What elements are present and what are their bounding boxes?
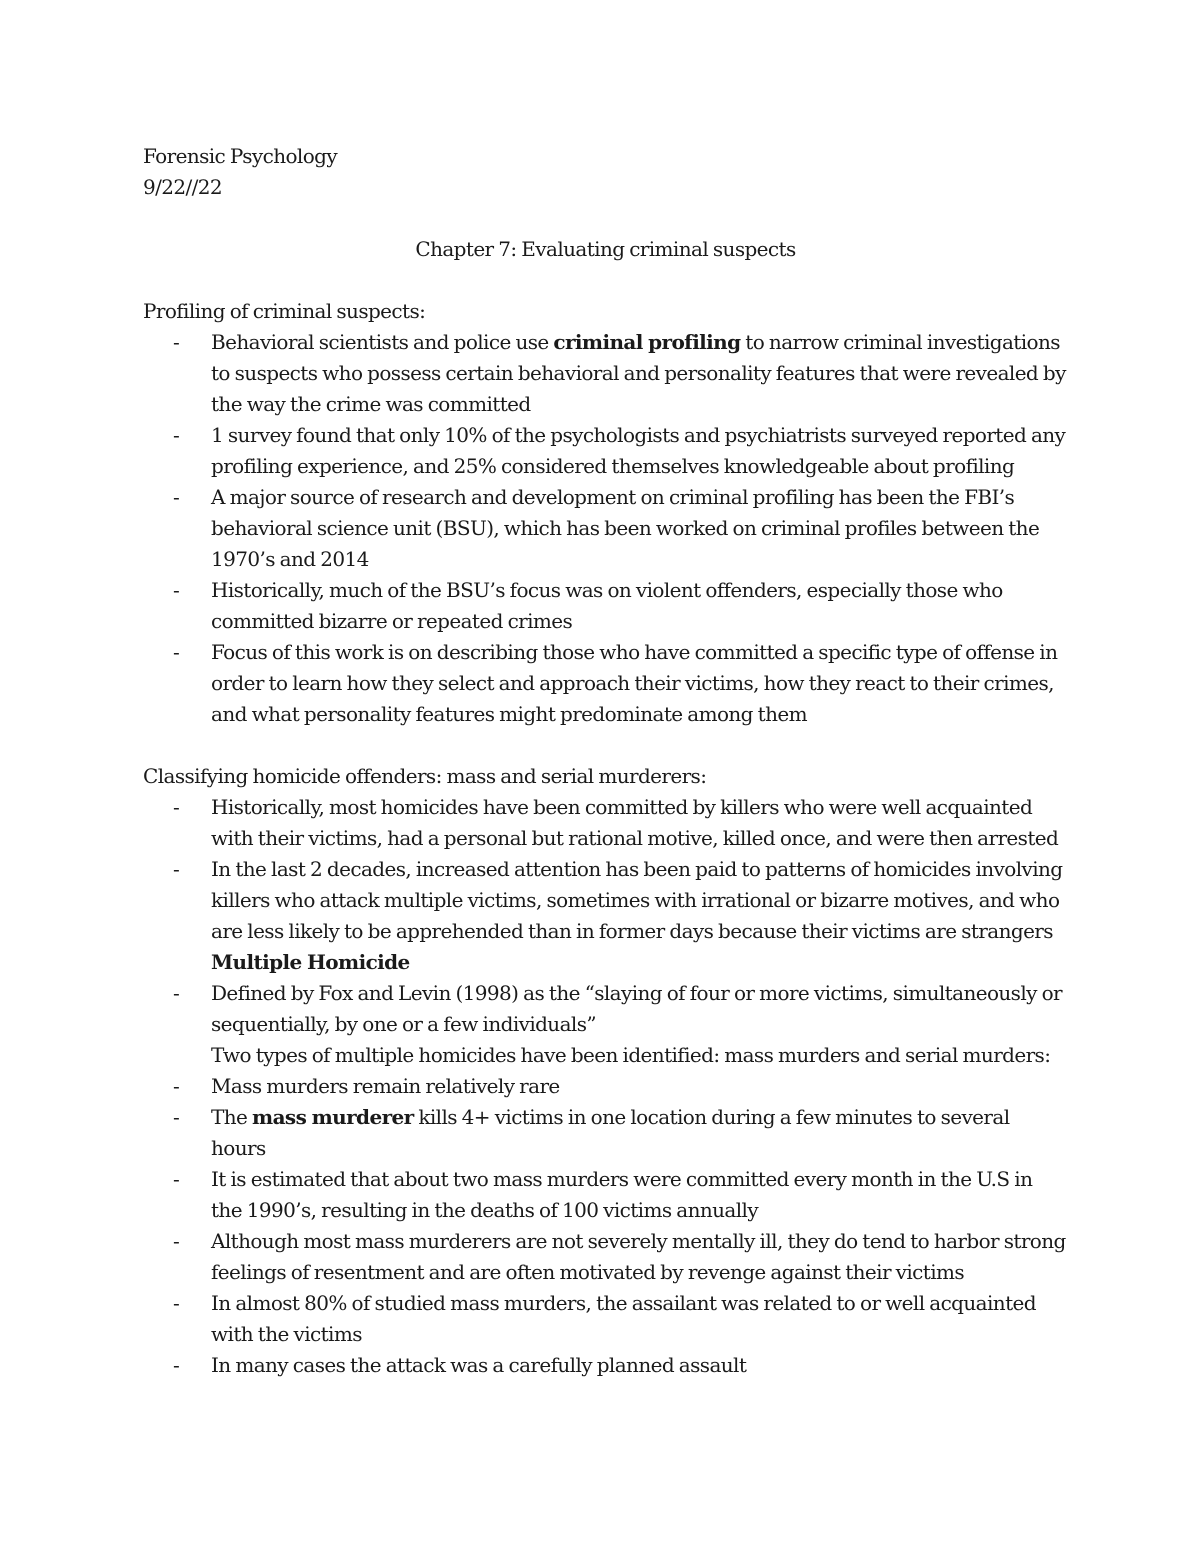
list-item-text: The [211, 1105, 253, 1129]
list-item: - Although most mass murderers are not severely mentally ill, they do tend to harbor strong feelings of resentment and are often motivated by revenge against their victims [211, 1226, 1068, 1288]
profiling-list [143, 327, 1068, 730]
note-date: 9/22//22 [143, 175, 223, 199]
list-item: - In almost 80% of studied mass murders, the assailant was related to or well acquainted with the victims [211, 1288, 1068, 1350]
multiple-homicide-list [143, 978, 1068, 1040]
list-item: - Defined by Fox and Levin (1998) as the “slaying of four or more victims, simultaneously or sequentially, by one or a few individuals” [211, 978, 1068, 1040]
section-heading-homicide: Classifying homicide offenders: mass and serial murderers: [143, 764, 707, 788]
chapter-title: Chapter 7: Evaluating criminal suspects [415, 237, 796, 261]
spacer [143, 730, 1068, 761]
list-item: - In the last 2 decades, increased attention has been paid to patterns of homicides involving killers who attack multiple victims, sometimes with irrational or bizarre motives, and who are less likely to be apprehended than in former days because their victims are strangers [211, 854, 1068, 947]
list-item: - In many cases the attack was a carefully planned assault [211, 1350, 1068, 1381]
document-page [143, 141, 1068, 1381]
list-item-text: Behavioral scientists and police use [211, 330, 554, 354]
list-item [211, 327, 1068, 420]
list-item: - A major source of research and development on criminal profiling has been the FBI’s behavioral science unit (BSU), which has been worked on criminal profiles between the 1970’s and 2014 [211, 482, 1068, 575]
list-item-text: to narrow criminal investigations to suspects who possess certain behavioral and personality features that were revealed by the way the crime was committed [211, 330, 1066, 416]
key-term-mass-murderer: mass murderer [252, 1105, 414, 1129]
course-title: Forensic Psychology [143, 144, 338, 168]
list-item: - Historically, much of the BSU’s focus was on violent offenders, especially those who committed bizarre or repeated crimes [211, 575, 1068, 637]
types-note: Two types of multiple homicides have been identified: mass murders and serial murders: [211, 1043, 1051, 1067]
section-heading-profiling: Profiling of criminal suspects: [143, 299, 426, 323]
mass-murder-list [143, 1071, 1068, 1381]
list-item [211, 1102, 1068, 1164]
list-item: - Historically, most homicides have been committed by killers who were well acquainted with their victims, had a personal but rational motive, killed once, and were then arrested [211, 792, 1068, 854]
list-item-text: kills 4+ victims in one location during a few minutes to several hours [211, 1105, 1010, 1160]
spacer [143, 265, 1068, 296]
list-item: - Focus of this work is on describing those who have committed a specific type of offense in order to learn how they select and approach their victims, how they react to their crimes, and what personality features might predominate among them [211, 637, 1068, 730]
key-term-criminal-profiling: criminal profiling [553, 330, 741, 354]
list-item: - It is estimated that about two mass murders were committed every month in the U.S in the 1990’s, resulting in the deaths of 100 victims annually [211, 1164, 1068, 1226]
list-item: - Mass murders remain relatively rare [211, 1071, 1068, 1102]
list-item: - 1 survey found that only 10% of the psychologists and psychiatrists surveyed reported any profiling experience, and 25% considered themselves knowledgeable about profiling [211, 420, 1068, 482]
subheading-multiple-homicide: Multiple Homicide [211, 950, 410, 974]
spacer [143, 203, 1068, 234]
homicide-list [143, 792, 1068, 947]
